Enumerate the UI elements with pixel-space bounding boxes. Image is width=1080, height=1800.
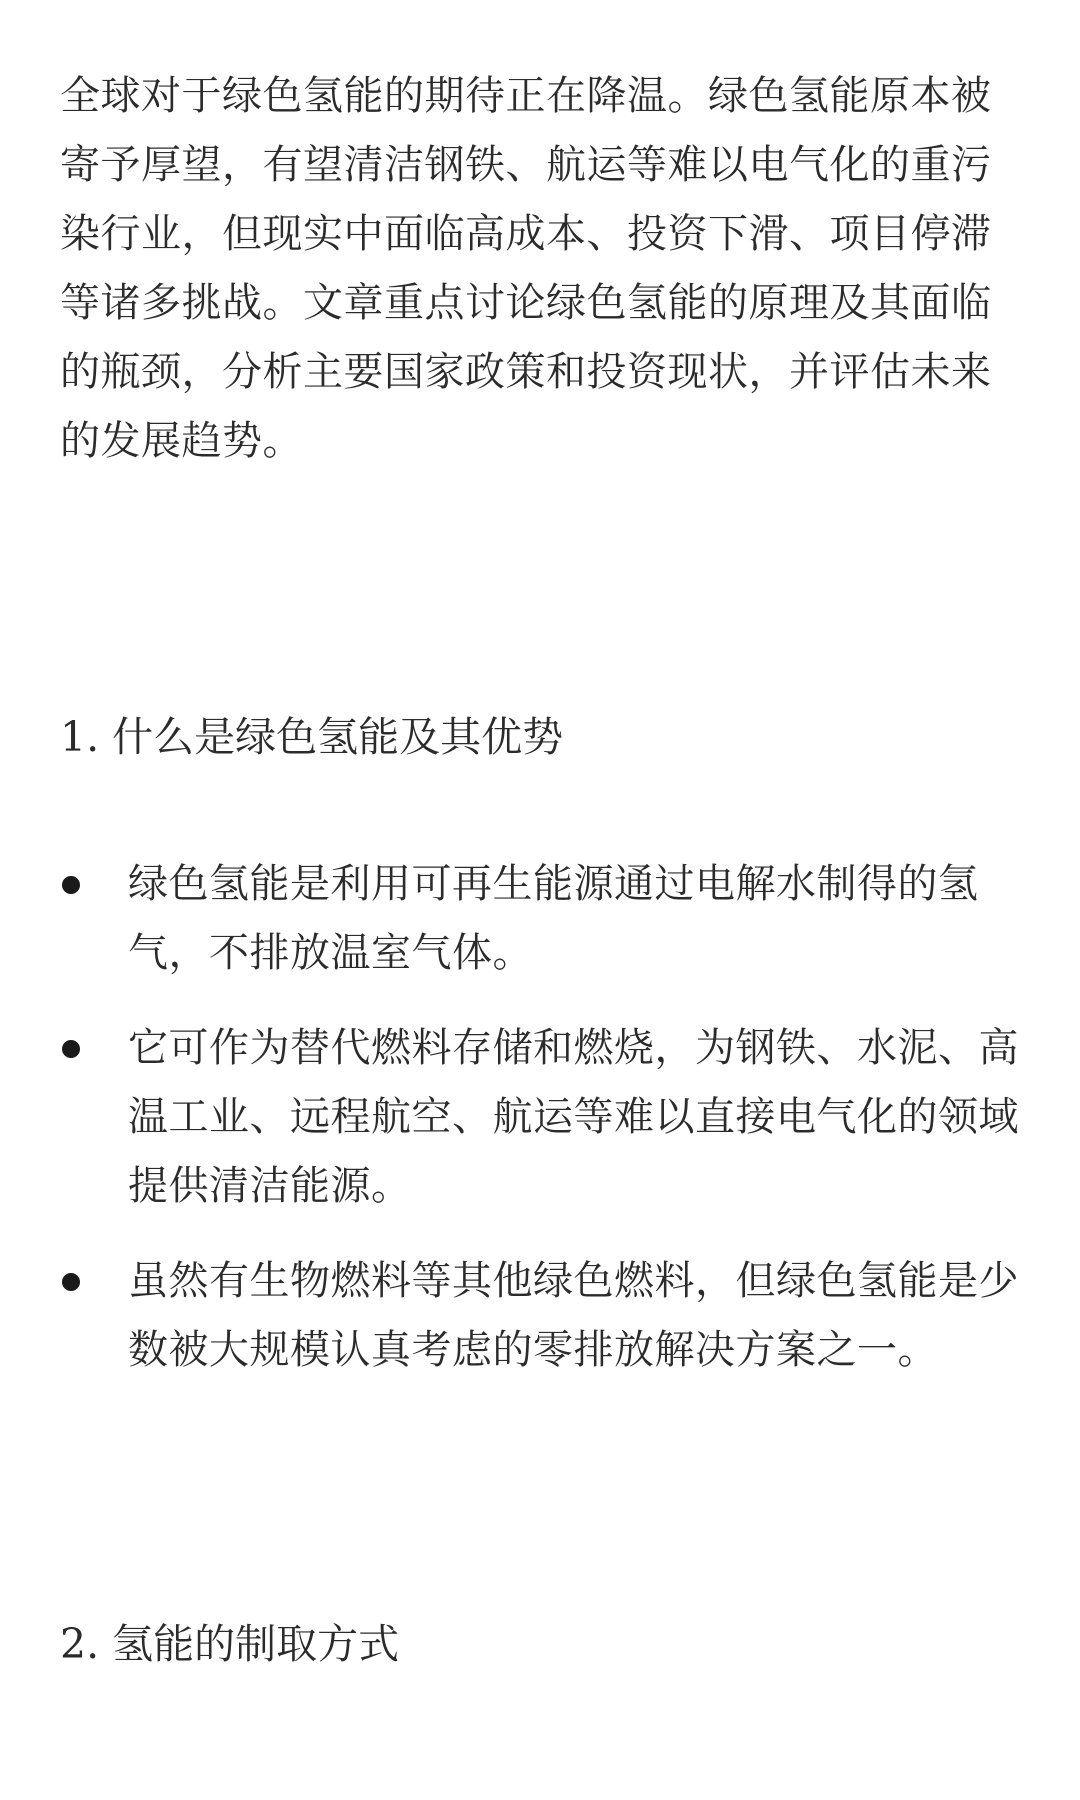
intro-paragraph: 全球对于绿色氢能的期待正在降温。绿色氢能原本被寄予厚望，有望清洁钢铁、航运等难以电气化的重污染行业，但现实中面临高成本、投资下滑、项目停滞等诸多挑战。文章重点讨论绿色氢能的原理及其面临的瓶颈，分析主要国家政策和投资现状，并评估未来的发展趋势。 <box>60 73 992 464</box>
bullet-text: 绿色氢能是利用可再生能源通过电解水制得的氢气，不排放温室气体。 <box>128 861 979 976</box>
bullet-item <box>60 1247 1040 1385</box>
bullet-text: 它可作为替代燃料存储和燃烧，为钢铁、水泥、高温工业、远程航空、航运等难以直接电气化的领域提供清洁能源。 <box>128 1025 1019 1209</box>
bullet-dot-icon <box>62 876 80 894</box>
bullet-item <box>60 1014 1040 1221</box>
bullet-text: 虽然有生物燃料等其他绿色燃料，但绿色氢能是少数被大规模认真考虑的零排放解决方案之一。 <box>128 1258 1019 1373</box>
section-1-bullet-list <box>60 850 1040 1411</box>
bullet-dot-icon <box>62 1273 80 1291</box>
section-heading-1: 1. 什么是绿色氢能及其优势 <box>60 713 564 761</box>
bullet-dot-icon <box>62 1040 80 1058</box>
bullet-item <box>60 850 1040 988</box>
section-heading-2: 2. 氢能的制取方式 <box>60 1620 400 1668</box>
